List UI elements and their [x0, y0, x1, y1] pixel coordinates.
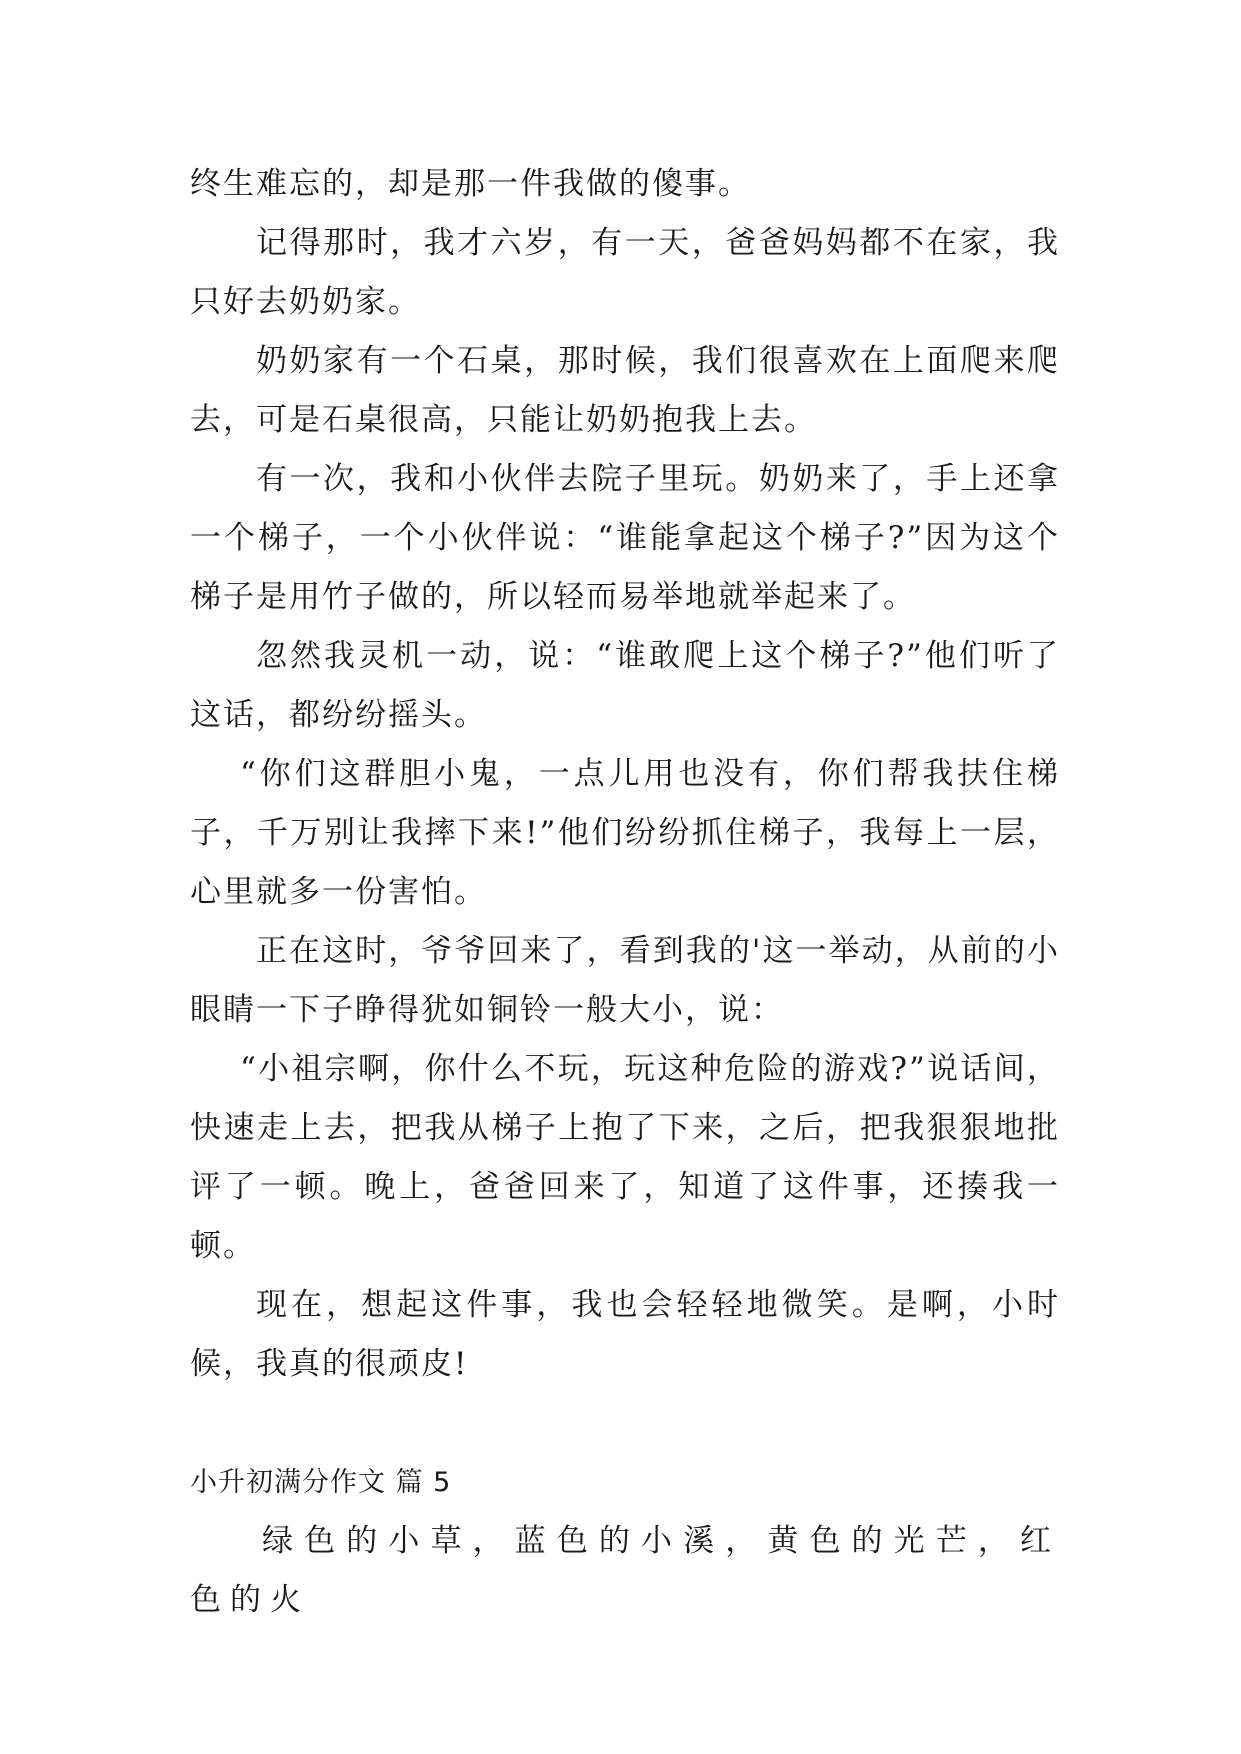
- paragraph: “小祖宗啊，你什么不玩，玩这种危险的游戏?”说话间，快速走上去，把我从梯子上抱了下来，之后，把我狠狠地批评了一顿。晚上，爸爸回来了，知道了这件事，还揍我一顿。: [190, 1051, 1060, 1264]
- document-body: [190, 155, 1060, 1630]
- paragraph: “你们这群胆小鬼，一点儿用也没有，你们帮我扶住梯子，千万别让我摔下来!”他们纷纷抓住梯子，我每上一层，心里就多一份害怕。: [190, 756, 1060, 910]
- paragraph: 终生难忘的，却是那一件我做的傻事。: [190, 166, 751, 202]
- paragraph: 有一次，我和小伙伴去院子里玩。奶奶来了，手上还拿一个梯子，一个小伙伴说：“谁能拿起这个梯子?”因为这个梯子是用竹子做的，所以轻而易举地就举起来了。: [190, 461, 1060, 615]
- paragraph: 记得那时，我才六岁，有一天，爸爸妈妈都不在家，我只好去奶奶家。: [190, 225, 1060, 320]
- paragraph: 奶奶家有一个石桌，那时候，我们很喜欢在上面爬来爬去，可是石桌很高，只能让奶奶抱我上去。: [190, 343, 1060, 438]
- paragraph: 忽然我灵机一动，说：“谁敢爬上这个梯子?”他们听了这话，都纷纷摇头。: [190, 638, 1060, 733]
- section-heading: 小升初满分作文 篇 5: [190, 1467, 452, 1498]
- paragraph: 绿色的小草，蓝色的小溪，黄色的光芒，红色的火: [190, 1523, 1060, 1618]
- paragraph: 现在，想起这件事，我也会轻轻地微笑。是啊，小时候，我真的很顽皮!: [190, 1287, 1060, 1382]
- paragraph: 正在这时，爷爷回来了，看到我的'这一举动，从前的小眼睛一下子睁得犹如铜铃一般大小，说：: [190, 933, 1060, 1028]
